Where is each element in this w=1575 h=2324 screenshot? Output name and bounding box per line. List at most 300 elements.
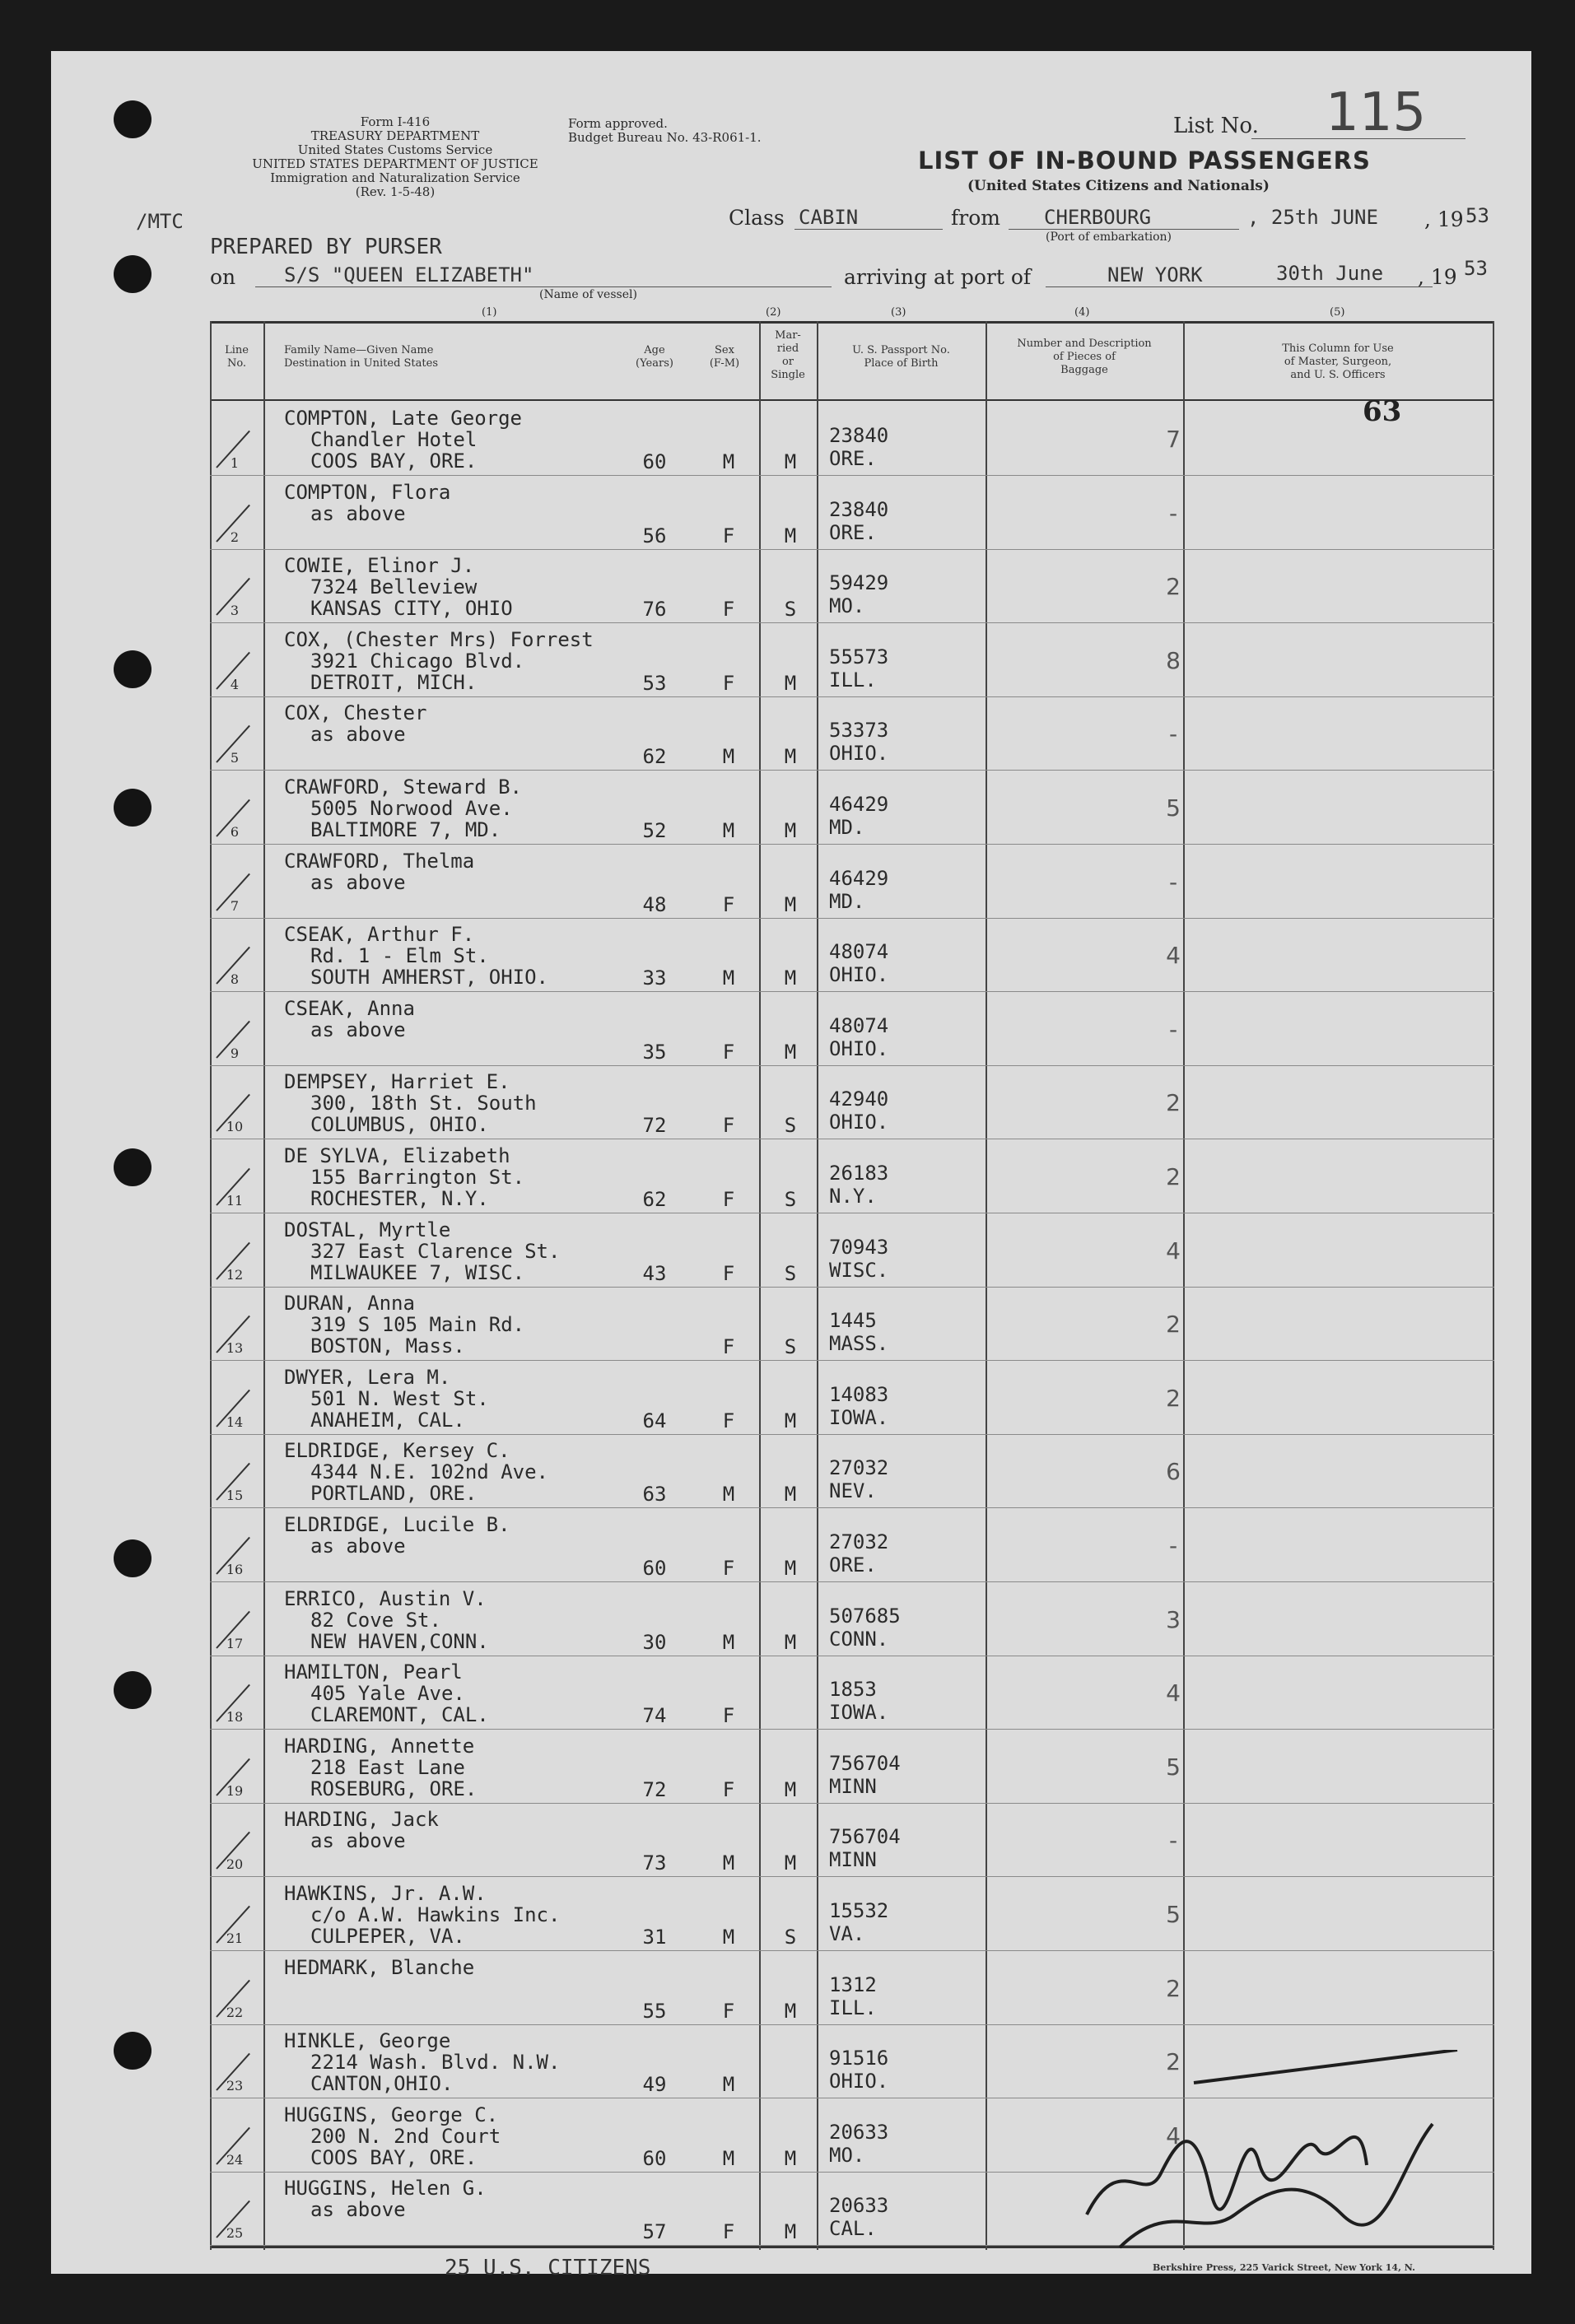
passport-block bbox=[829, 1899, 888, 1945]
marital-status: S bbox=[784, 1335, 797, 1359]
line-number: 23 bbox=[226, 2078, 244, 2094]
address-line-2: ROSEBURG, ORE. bbox=[310, 1777, 478, 1800]
line-number: 14 bbox=[226, 1413, 244, 1430]
passport-number: 23840 bbox=[829, 497, 889, 521]
place-of-birth: ORE. bbox=[829, 447, 877, 470]
passport-block bbox=[829, 793, 888, 839]
address-line-2: CLAREMONT, CAL. bbox=[310, 1703, 489, 1727]
marital-status: S bbox=[784, 598, 797, 622]
passport-number: 26183 bbox=[829, 1162, 889, 1185]
passenger-name-block bbox=[284, 629, 594, 693]
marital-status: M bbox=[784, 671, 797, 695]
from-value: CHERBOURG bbox=[1044, 206, 1152, 229]
passport-number: 59429 bbox=[829, 571, 889, 595]
line-number: 22 bbox=[226, 2004, 244, 2020]
address-line-1: as above bbox=[310, 501, 406, 525]
address-line-2: DETROIT, MICH. bbox=[310, 670, 478, 694]
age: 74 bbox=[642, 1704, 667, 1728]
punch-hole bbox=[114, 1671, 151, 1709]
baggage-count: 4 bbox=[1166, 942, 1181, 970]
passport-block bbox=[829, 1014, 888, 1060]
table-row bbox=[210, 622, 1494, 697]
sex: M bbox=[722, 2146, 735, 2170]
place-of-birth: ORE. bbox=[829, 520, 877, 544]
place-of-birth: OHIO. bbox=[829, 2070, 889, 2093]
table-row bbox=[210, 1139, 1494, 1213]
passport-number: 20633 bbox=[829, 2194, 889, 2218]
line-number: 4 bbox=[230, 676, 240, 692]
punch-hole bbox=[114, 789, 151, 827]
line-number: 2 bbox=[230, 529, 240, 545]
passenger-name: HUGGINS, George C. bbox=[284, 2103, 499, 2126]
line-number: 6 bbox=[230, 824, 240, 840]
age: 48 bbox=[642, 892, 667, 916]
line-number: 5 bbox=[230, 750, 240, 766]
line-number: 18 bbox=[226, 1709, 244, 1726]
passport-number: 756704 bbox=[829, 1825, 901, 1849]
arrival-year: 53 bbox=[1464, 257, 1488, 280]
passport-block bbox=[829, 498, 888, 544]
place-of-birth: IOWA. bbox=[829, 1405, 889, 1429]
passport-number: 756704 bbox=[829, 1751, 901, 1775]
passport-block bbox=[829, 1383, 888, 1429]
printer-imprint: Berkshire Press, 225 Varick Street, New York 14, N. bbox=[1153, 2262, 1415, 2273]
marital-status: M bbox=[784, 1851, 797, 1875]
baggage-count: 2 bbox=[1166, 1311, 1181, 1339]
age: 31 bbox=[642, 1926, 667, 1949]
address-line-2: CULPEPER, VA. bbox=[310, 1925, 465, 1948]
address-line-1: as above bbox=[310, 1535, 406, 1558]
header-married: Mar- ried or Single bbox=[771, 329, 805, 381]
passport-block bbox=[829, 1309, 888, 1355]
age: 73 bbox=[642, 1851, 667, 1875]
place-of-birth: OHIO. bbox=[829, 963, 889, 987]
line-number: 15 bbox=[226, 1488, 244, 1504]
age: 60 bbox=[642, 450, 667, 473]
form-info bbox=[214, 115, 576, 199]
passport-block bbox=[829, 2047, 888, 2093]
marital-status: M bbox=[784, 2220, 797, 2244]
passenger-name-block bbox=[284, 776, 522, 841]
table-row bbox=[210, 1655, 1494, 1730]
age: 56 bbox=[642, 524, 667, 547]
place-of-birth: N.Y. bbox=[829, 1185, 877, 1208]
place-of-birth: MD. bbox=[829, 816, 865, 839]
sex: F bbox=[722, 1999, 735, 2023]
sex: M bbox=[722, 2073, 735, 2097]
address-line-1: as above bbox=[310, 723, 406, 747]
passenger-name-block bbox=[284, 555, 513, 619]
sex: F bbox=[722, 524, 735, 547]
place-of-birth: NEV. bbox=[829, 1479, 877, 1503]
approval-line2: Budget Bureau No. 43-R061-1. bbox=[568, 130, 762, 145]
passenger-name: DE SYLVA, Elizabeth bbox=[284, 1144, 510, 1167]
address-line-2: ANAHEIM, CAL. bbox=[310, 1408, 465, 1432]
marital-status: M bbox=[784, 1483, 797, 1507]
line-number: 19 bbox=[226, 1782, 244, 1799]
table-row bbox=[210, 917, 1494, 992]
sex: F bbox=[722, 1704, 735, 1728]
passport-block bbox=[829, 867, 888, 913]
class-rule bbox=[794, 229, 943, 230]
place-of-birth: ILL. bbox=[829, 1996, 877, 2019]
line-number: 9 bbox=[230, 1045, 240, 1061]
marital-status: M bbox=[784, 1999, 797, 2023]
address-line-2: ROCHESTER, N.Y. bbox=[310, 1187, 489, 1210]
address-line-1: as above bbox=[310, 1018, 406, 1041]
table-row bbox=[210, 1876, 1494, 1951]
marital-status: S bbox=[784, 1926, 797, 1949]
passenger-name: CSEAK, Arthur F. bbox=[284, 923, 475, 947]
line-number: 10 bbox=[226, 1119, 244, 1135]
baggage-count: 2 bbox=[1166, 2048, 1181, 2076]
passenger-name-block bbox=[284, 1219, 560, 1283]
marital-status: M bbox=[784, 1557, 797, 1580]
age: 62 bbox=[642, 1188, 667, 1211]
table-row bbox=[210, 1360, 1494, 1435]
passport-block bbox=[829, 1678, 888, 1724]
punch-hole bbox=[114, 2032, 151, 2070]
passport-block bbox=[829, 1604, 901, 1651]
baggage-count: 3 bbox=[1166, 1605, 1181, 1633]
passport-number: 46429 bbox=[829, 866, 889, 890]
arriving-label: arriving at port of bbox=[844, 265, 1032, 289]
sex: M bbox=[722, 1483, 735, 1507]
passenger-name: DWYER, Lera M. bbox=[284, 1365, 451, 1389]
baggage-count: - bbox=[1168, 1015, 1178, 1043]
line-number: 11 bbox=[226, 1193, 244, 1209]
marital-status: M bbox=[784, 892, 797, 916]
punch-hole bbox=[114, 255, 151, 293]
passenger-name: HAMILTON, Pearl bbox=[284, 1660, 463, 1684]
vessel-name: S/S "QUEEN ELIZABETH" bbox=[284, 263, 534, 286]
passenger-name-block bbox=[284, 1292, 524, 1357]
passport-number: 70943 bbox=[829, 1235, 889, 1259]
age: 72 bbox=[642, 1114, 667, 1138]
marital-status: M bbox=[784, 450, 797, 473]
baggage-count: - bbox=[1168, 868, 1178, 896]
header-sex: Sex (F-M) bbox=[709, 344, 740, 370]
passenger-name-block bbox=[284, 998, 415, 1041]
line-number: 17 bbox=[226, 1635, 244, 1651]
table-row bbox=[210, 1581, 1494, 1656]
place-of-birth: MO. bbox=[829, 2143, 865, 2167]
address-line-1: 5005 Norwood Ave. bbox=[310, 797, 513, 820]
address-line-2: KANSAS CITY, OHIO bbox=[310, 597, 513, 621]
passenger-name-block bbox=[284, 2030, 560, 2094]
table-row bbox=[210, 401, 1494, 476]
baggage-count: 2 bbox=[1166, 573, 1181, 601]
sex: F bbox=[722, 1557, 735, 1580]
passport-block bbox=[829, 1236, 888, 1282]
passenger-name-block bbox=[284, 2104, 501, 2168]
embark-year-prefix: , 19 bbox=[1424, 207, 1464, 231]
passenger-name-block bbox=[284, 1145, 524, 1209]
passport-number: 1853 bbox=[829, 1678, 877, 1702]
address-line-1: 7324 Belleview bbox=[310, 575, 478, 599]
sex: F bbox=[722, 1114, 735, 1138]
address-line-1: as above bbox=[310, 1829, 406, 1853]
sex: F bbox=[722, 671, 735, 695]
age: 53 bbox=[642, 671, 667, 695]
passenger-name-block bbox=[284, 1588, 489, 1652]
line-number: 1 bbox=[230, 455, 240, 471]
line-number: 8 bbox=[230, 971, 240, 988]
baggage-count: 2 bbox=[1166, 1089, 1181, 1117]
header-baggage: Number and Description of Pieces of Baggage bbox=[1017, 338, 1152, 376]
baggage-count: 4 bbox=[1166, 1237, 1181, 1264]
sex: M bbox=[722, 1851, 735, 1875]
baggage-count: 7 bbox=[1166, 426, 1181, 453]
from-label: from bbox=[951, 206, 1000, 230]
passenger-name: DURAN, Anna bbox=[284, 1292, 415, 1316]
line-number: 12 bbox=[226, 1266, 244, 1283]
marital-status: S bbox=[784, 1261, 797, 1285]
passport-block bbox=[829, 645, 888, 692]
baggage-count: 2 bbox=[1166, 1163, 1181, 1190]
passport-block bbox=[829, 1530, 888, 1577]
address-line-1: Chandler Hotel bbox=[310, 428, 478, 451]
arrival-port: NEW YORK bbox=[1107, 263, 1203, 286]
baggage-count: - bbox=[1168, 1827, 1178, 1855]
punch-hole bbox=[114, 1148, 151, 1186]
sex: F bbox=[722, 1409, 735, 1432]
line-number: 20 bbox=[226, 1856, 244, 1873]
arrival-rule bbox=[1046, 286, 1433, 287]
document-subtitle: (United States Citizens and Nationals) bbox=[967, 178, 1270, 194]
passport-number: 14083 bbox=[829, 1382, 889, 1406]
marital-status: M bbox=[784, 966, 797, 990]
place-of-birth: ORE. bbox=[829, 1553, 877, 1577]
table-row bbox=[210, 1286, 1494, 1361]
passenger-name: CRAWFORD, Thelma bbox=[284, 849, 475, 873]
passenger-name: HEDMARK, Blanche bbox=[284, 1955, 475, 1979]
age: 60 bbox=[642, 2146, 667, 2170]
passenger-name-block bbox=[284, 482, 450, 524]
address-line-2: COOS BAY, ORE. bbox=[310, 449, 478, 473]
address-line-1: as above bbox=[310, 2198, 406, 2222]
sex: F bbox=[722, 1188, 735, 1211]
marital-status: M bbox=[784, 1040, 797, 1064]
place-of-birth: MINN bbox=[829, 1848, 877, 1872]
age: 35 bbox=[642, 1040, 667, 1064]
sex: M bbox=[722, 966, 735, 990]
passenger-name-block bbox=[284, 850, 474, 893]
place-of-birth: CAL. bbox=[829, 2217, 877, 2241]
age: 43 bbox=[642, 1261, 667, 1285]
baggage-count: 5 bbox=[1166, 794, 1181, 822]
address-line-1: as above bbox=[310, 870, 406, 894]
on-label: on bbox=[210, 265, 236, 289]
table-row bbox=[210, 1802, 1494, 1877]
baggage-count: 6 bbox=[1166, 1458, 1181, 1486]
passenger-name: COWIE, Elinor J. bbox=[284, 554, 475, 578]
dept-treasury: TREASURY DEPARTMENT bbox=[310, 128, 480, 143]
line-number: 21 bbox=[226, 1930, 244, 1946]
table-row bbox=[210, 844, 1494, 919]
passport-number: 42940 bbox=[829, 1087, 889, 1111]
address-line-1: 327 East Clarence St. bbox=[310, 1239, 561, 1263]
col-number-3: (3) bbox=[891, 306, 906, 319]
embark-year: 53 bbox=[1465, 204, 1489, 227]
place-of-birth: VA. bbox=[829, 1922, 865, 1945]
sex: M bbox=[722, 745, 735, 769]
age: 33 bbox=[642, 966, 667, 990]
passport-number: 507685 bbox=[829, 1604, 901, 1628]
passenger-name: ELDRIDGE, Lucile B. bbox=[284, 1513, 510, 1536]
total-passengers: 25 U.S. CITIZENS bbox=[445, 2256, 651, 2280]
passenger-table bbox=[210, 321, 1494, 2250]
header-officials: This Column for Use of Master, Surgeon, and U. S. Officers bbox=[1282, 342, 1394, 381]
passenger-name: CSEAK, Anna bbox=[284, 996, 415, 1020]
age: 49 bbox=[642, 2073, 667, 2097]
passenger-name: COX, (Chester Mrs) Forrest bbox=[284, 627, 594, 651]
table-row bbox=[210, 1729, 1494, 1804]
dept-treasury-sub: United States Customs Service bbox=[297, 142, 493, 157]
marital-status: M bbox=[784, 2146, 797, 2170]
marital-status: M bbox=[784, 745, 797, 769]
passenger-name: HINKLE, George bbox=[284, 2029, 451, 2053]
col-number-5: (5) bbox=[1330, 306, 1345, 319]
passport-number: 15532 bbox=[829, 1899, 889, 1922]
arrival-date: 30th June bbox=[1276, 262, 1384, 285]
address-line-2: BOSTON, Mass. bbox=[310, 1334, 465, 1358]
header-age: Age (Years) bbox=[636, 344, 673, 370]
address-line-1: 319 S 105 Main Rd. bbox=[310, 1313, 525, 1337]
marital-status: S bbox=[784, 1114, 797, 1138]
passenger-name-block bbox=[284, 1957, 474, 1978]
line-number: 16 bbox=[226, 1562, 244, 1577]
passport-block bbox=[829, 1973, 877, 2019]
sex: F bbox=[722, 1040, 735, 1064]
age: 72 bbox=[642, 1777, 667, 1801]
address-line-1: 3921 Chicago Blvd. bbox=[310, 649, 525, 673]
table-row bbox=[210, 1064, 1494, 1139]
age: 76 bbox=[642, 598, 667, 622]
sex: M bbox=[722, 450, 735, 473]
list-no-value: 115 bbox=[1326, 82, 1427, 143]
sex: F bbox=[722, 1261, 735, 1285]
passenger-name: COMPTON, Late George bbox=[284, 407, 522, 430]
address-line-1: 405 Yale Ave. bbox=[310, 1682, 465, 1706]
passport-number: 48074 bbox=[829, 1013, 889, 1037]
place-of-birth: IOWA. bbox=[829, 1701, 889, 1725]
passport-block bbox=[829, 424, 888, 470]
place-of-birth: OHIO. bbox=[829, 1036, 889, 1060]
passenger-name: HARDING, Annette bbox=[284, 1734, 475, 1758]
sex: F bbox=[722, 2220, 735, 2244]
prepared-by: PREPARED BY PURSER bbox=[210, 235, 442, 259]
passport-number: 1445 bbox=[829, 1309, 877, 1333]
punch-hole bbox=[114, 1539, 151, 1577]
age: 55 bbox=[642, 1999, 667, 2023]
document-title: LIST OF IN-BOUND PASSENGERS bbox=[918, 147, 1371, 175]
address-line-2: SOUTH AMHERST, OHIO. bbox=[310, 966, 548, 990]
passport-block bbox=[829, 571, 888, 617]
official-mark: 63 bbox=[1363, 395, 1402, 428]
class-value: CABIN bbox=[799, 206, 859, 229]
revision: (Rev. 1-5-48) bbox=[355, 184, 436, 199]
passenger-name-block bbox=[284, 2177, 487, 2220]
vessel-note: (Name of vessel) bbox=[539, 288, 637, 301]
line-number: 7 bbox=[230, 897, 240, 914]
passport-number: 48074 bbox=[829, 940, 889, 964]
passport-block bbox=[829, 2121, 888, 2167]
passport-number: 55573 bbox=[829, 645, 889, 668]
col-number-2: (2) bbox=[766, 306, 781, 319]
age: 62 bbox=[642, 745, 667, 769]
address-line-2: COLUMBUS, OHIO. bbox=[310, 1113, 489, 1137]
dept-justice-sub: Immigration and Naturalization Service bbox=[270, 170, 520, 185]
sex: M bbox=[722, 819, 735, 842]
passport-block bbox=[829, 1456, 888, 1502]
baggage-count: 2 bbox=[1166, 1384, 1181, 1412]
age: 30 bbox=[642, 1630, 667, 1654]
passenger-name-block bbox=[284, 924, 548, 988]
marital-status: M bbox=[784, 1777, 797, 1801]
place-of-birth: WISC. bbox=[829, 1258, 889, 1282]
passport-number: 1312 bbox=[829, 1972, 877, 1996]
sex: F bbox=[722, 1335, 735, 1359]
header-passport: U. S. Passport No. Place of Birth bbox=[852, 344, 950, 370]
from-rule bbox=[1009, 229, 1239, 230]
address-line-2: BALTIMORE 7, MD. bbox=[310, 818, 501, 841]
table-row bbox=[210, 991, 1494, 1066]
sex: F bbox=[722, 892, 735, 916]
passenger-name-block bbox=[284, 702, 426, 745]
marital-status: M bbox=[784, 1409, 797, 1432]
address-line-1: Rd. 1 - Elm St. bbox=[310, 944, 489, 968]
passport-number: 53373 bbox=[829, 719, 889, 743]
age: 57 bbox=[642, 2220, 667, 2244]
passenger-name-block bbox=[284, 1367, 489, 1431]
address-line-2: PORTLAND, ORE. bbox=[310, 1482, 478, 1506]
place-of-birth: MASS. bbox=[829, 1332, 889, 1356]
passenger-name-block bbox=[284, 1809, 439, 1851]
col-number-1: (1) bbox=[482, 306, 497, 319]
address-line-2: CANTON,OHIO. bbox=[310, 2072, 454, 2096]
marital-status: M bbox=[784, 524, 797, 547]
age: 63 bbox=[642, 1483, 667, 1507]
col-number-4: (4) bbox=[1074, 306, 1090, 319]
form-number: Form I-416 bbox=[360, 114, 431, 129]
table-row bbox=[210, 770, 1494, 845]
mtc-code: /MTC bbox=[136, 210, 184, 233]
passenger-name: ERRICO, Austin V. bbox=[284, 1586, 487, 1610]
address-line-1: 4344 N.E. 102nd Ave. bbox=[310, 1460, 548, 1484]
arrival-year-prefix: , 19 bbox=[1418, 265, 1457, 289]
passenger-name-block bbox=[284, 1735, 477, 1800]
passenger-name: DOSTAL, Myrtle bbox=[284, 1218, 451, 1241]
passport-block bbox=[829, 1825, 901, 1871]
address-line-1: 82 Cove St. bbox=[310, 1608, 441, 1632]
passport-block bbox=[829, 1162, 888, 1208]
dept-justice: UNITED STATES DEPARTMENT OF JUSTICE bbox=[252, 156, 538, 171]
header-name: Family Name—Given Name Destination in United States bbox=[284, 344, 438, 370]
table-row bbox=[210, 548, 1494, 623]
place-of-birth: MD. bbox=[829, 889, 865, 913]
table-row bbox=[210, 1950, 1494, 2025]
place-of-birth: MINN bbox=[829, 1774, 877, 1798]
baggage-count: 8 bbox=[1166, 646, 1181, 674]
place-of-birth: OHIO. bbox=[829, 1111, 889, 1134]
table-top-rule bbox=[210, 321, 1494, 324]
baggage-count: 2 bbox=[1166, 1974, 1181, 2002]
line-number: 3 bbox=[230, 603, 240, 619]
marital-status: S bbox=[784, 1188, 797, 1211]
baggage-count: - bbox=[1168, 1532, 1178, 1559]
baggage-count: 5 bbox=[1166, 1753, 1181, 1781]
